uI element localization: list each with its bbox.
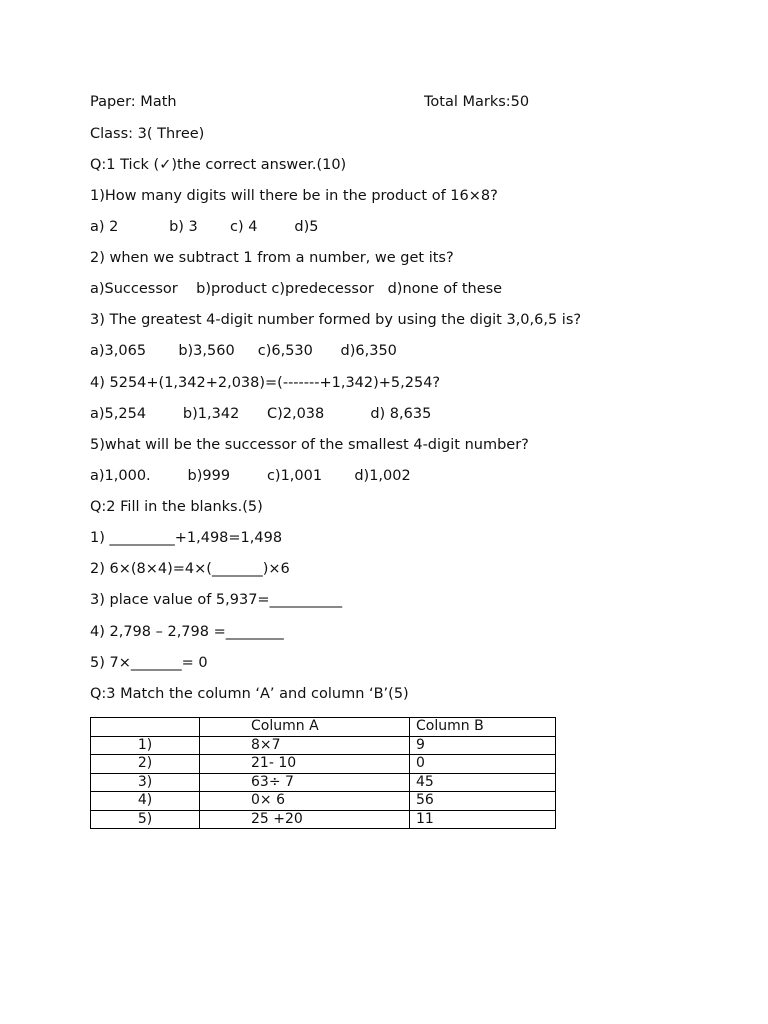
q3-title: Q:3 Match the column ‘A’ and column ‘B’(5) bbox=[90, 686, 409, 702]
header-cell-index bbox=[91, 718, 200, 737]
table-row bbox=[91, 736, 556, 755]
column-b-cell: 45 bbox=[410, 773, 556, 792]
column-b-cell: 56 bbox=[410, 792, 556, 811]
column-a-cell: 25 +20 bbox=[200, 810, 410, 829]
q2-item-5: 5) 7×_______= 0 bbox=[90, 655, 208, 671]
row-index: 1) bbox=[91, 736, 200, 755]
q1-options-5: a)1,000. b)999 c)1,001 d)1,002 bbox=[90, 468, 411, 484]
q1-options-2: a)Successor b)product c)predecessor d)none of these bbox=[90, 281, 503, 297]
q1-options-3: a)3,065 b)3,560 c)6,530 d)6,350 bbox=[90, 343, 397, 359]
column-a-cell: 8×7 bbox=[200, 736, 410, 755]
column-b-cell: 11 bbox=[410, 810, 556, 829]
paper-label: Paper: Math bbox=[90, 94, 177, 110]
column-a-cell: 21- 10 bbox=[200, 755, 410, 774]
q1-question-3: 3) The greatest 4-digit number formed by using the digit 3,0,6,5 is? bbox=[90, 312, 582, 328]
table-row bbox=[91, 792, 556, 811]
row-index: 2) bbox=[91, 755, 200, 774]
q1-title: Q:1 Tick (✓)the correct answer.(10) bbox=[90, 157, 347, 173]
q2-item-4: 4) 2,798 – 2,798 =________ bbox=[90, 624, 284, 640]
column-b-cell: 9 bbox=[410, 736, 556, 755]
q1-options-4: a)5,254 b)1,342 C)2,038 d) 8,635 bbox=[90, 406, 432, 422]
q1-question-1: 1)How many digits will there be in the product of 16×8? bbox=[90, 188, 498, 204]
table-row bbox=[91, 755, 556, 774]
table-header-row bbox=[91, 718, 556, 737]
row-index: 5) bbox=[91, 810, 200, 829]
table-row bbox=[91, 773, 556, 792]
q2-item-2: 2) 6×(8×4)=4×(_______)×6 bbox=[90, 561, 290, 577]
column-b-cell: 0 bbox=[410, 755, 556, 774]
column-a-cell: 0× 6 bbox=[200, 792, 410, 811]
class-label: Class: 3( Three) bbox=[90, 126, 205, 142]
q2-title: Q:2 Fill in the blanks.(5) bbox=[90, 499, 263, 515]
q2-item-1: 1) _________+1,498=1,498 bbox=[90, 530, 283, 546]
total-marks: Total Marks:50 bbox=[424, 94, 530, 110]
q1-question-4: 4) 5254+(1,342+2,038)=(-------+1,342)+5,254? bbox=[90, 375, 441, 391]
q1-question-2: 2) when we subtract 1 from a number, we get its? bbox=[90, 250, 454, 266]
match-table bbox=[90, 717, 556, 829]
row-index: 3) bbox=[91, 773, 200, 792]
q2-item-3: 3) place value of 5,937=__________ bbox=[90, 592, 343, 608]
q1-options-1: a) 2 b) 3 c) 4 d)5 bbox=[90, 219, 319, 235]
header-cell-column-b: Column B bbox=[410, 718, 556, 737]
q1-question-5: 5)what will be the successor of the smallest 4-digit number? bbox=[90, 437, 529, 453]
column-a-cell: 63÷ 7 bbox=[200, 773, 410, 792]
table-row bbox=[91, 810, 556, 829]
row-index: 4) bbox=[91, 792, 200, 811]
header-cell-column-a: Column A bbox=[200, 718, 410, 737]
